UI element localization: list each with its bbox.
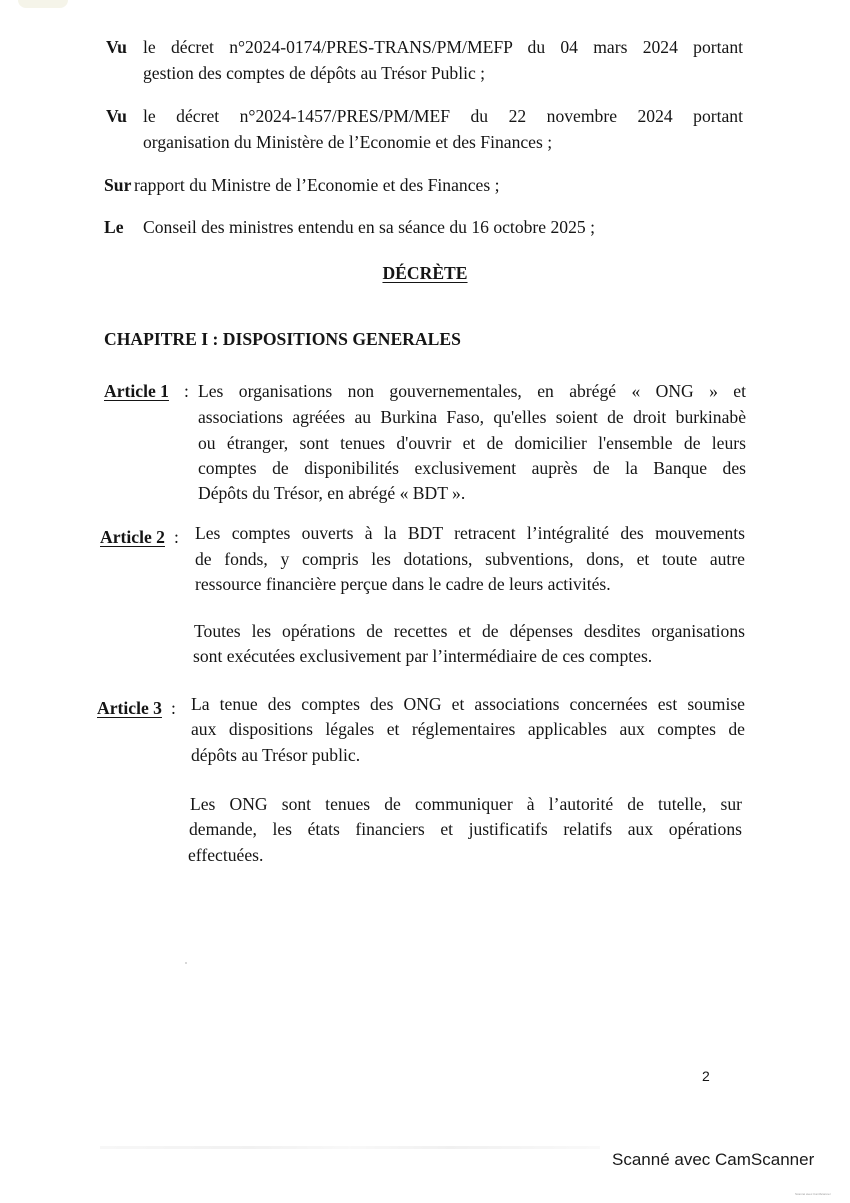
decrete-heading-text: DÉCRÈTE xyxy=(382,263,468,283)
article-line: associations agréées au Burkina Faso, qu'elles soient de droit burkinabè xyxy=(198,407,746,427)
page-number: 2 xyxy=(702,1068,710,1084)
article-line: La tenue des comptes des ONG et associations concernées est soumise xyxy=(191,694,745,714)
tiny-scanner-watermark: Scanné avec CamScanner xyxy=(795,1192,831,1196)
article-line: comptes de disponibilités exclusivement auprès de la Banque des xyxy=(198,458,746,478)
preamble-line: gestion des comptes de dépôts au Trésor Public ; xyxy=(143,63,486,83)
article-line: dépôts au Trésor public. xyxy=(191,745,361,765)
preamble-line: le décret n°2024-1457/PRES/PM/MEF du 22 novembre 2024 portant xyxy=(143,106,743,126)
scan-artifact xyxy=(100,1146,600,1149)
article-label: Article 1 xyxy=(104,381,169,401)
preamble-line: rapport du Ministre de l’Economie et des Finances ; xyxy=(134,175,500,195)
article-line: Dépôts du Trésor, en abrégé « BDT ». xyxy=(198,483,466,503)
article-label: Article 2 xyxy=(100,527,165,547)
article-label: Article 3 xyxy=(97,698,162,718)
article-line: ou étranger, sont tenues d'ouvrir et de domicilier l'ensemble de leurs xyxy=(198,433,746,453)
article-line: Les ONG sont tenues de communiquer à l’autorité de tutelle, sur xyxy=(190,794,742,814)
preamble-keyword: Sur xyxy=(104,175,132,195)
article-line: Les comptes ouverts à la BDT retracent l’intégralité des mouvements xyxy=(195,523,745,543)
scanner-watermark: Scanné avec CamScanner xyxy=(612,1150,815,1169)
decrete-heading xyxy=(0,262,850,284)
article-line: Les organisations non gouvernementales, en abrégé « ONG » et xyxy=(198,381,746,401)
scan-artifact xyxy=(185,962,187,964)
article-line: sont exécutées exclusivement par l’intermédiaire de ces comptes. xyxy=(193,646,653,666)
article-colon: : xyxy=(174,527,179,547)
article-line: demande, les états financiers et justificatifs relatifs aux opérations xyxy=(189,819,742,839)
preamble-keyword: Vu xyxy=(106,37,127,57)
article-line: aux dispositions légales et réglementaires applicables aux comptes de xyxy=(191,719,745,739)
article-colon: : xyxy=(184,381,189,401)
preamble-keyword: Le xyxy=(104,217,124,237)
article-colon: : xyxy=(171,698,176,718)
preamble-keyword: Vu xyxy=(106,106,127,126)
article-line: Toutes les opérations de recettes et de dépenses desdites organisations xyxy=(194,621,745,641)
preamble-line: Conseil des ministres entendu en sa séance du 16 octobre 2025 ; xyxy=(143,217,595,237)
preamble-line: le décret n°2024-0174/PRES-TRANS/PM/MEFP du 04 mars 2024 portant xyxy=(143,37,743,57)
article-line: effectuées. xyxy=(188,845,264,865)
article-line: ressource financière perçue dans le cadre de leurs activités. xyxy=(195,574,611,594)
preamble-line: organisation du Ministère de l’Economie et des Finances ; xyxy=(143,132,553,152)
chapter-heading: CHAPITRE I : DISPOSITIONS GENERALES xyxy=(104,329,461,349)
article-line: de fonds, y compris les dotations, subventions, dons, et toute autre xyxy=(195,549,745,569)
scan-artifact xyxy=(18,0,68,8)
